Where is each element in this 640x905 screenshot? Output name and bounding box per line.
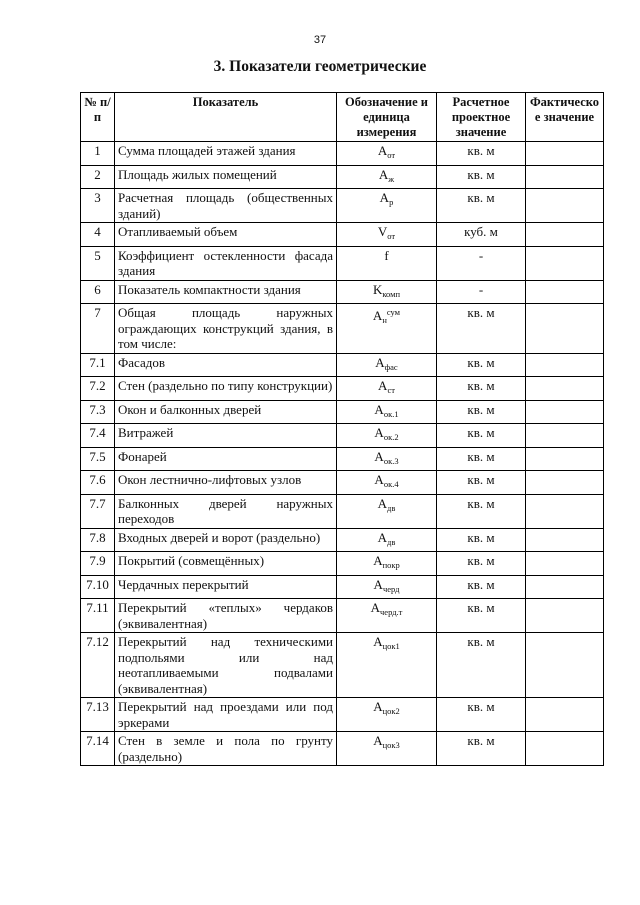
row-number: 7.9 xyxy=(81,552,115,576)
table-header-row xyxy=(81,93,604,142)
row-calc-unit: - xyxy=(437,246,526,280)
row-calc-unit: кв. м xyxy=(437,698,526,732)
row-fact-value xyxy=(526,633,604,698)
symbol-subscript: комп xyxy=(382,288,401,299)
symbol-letter: A xyxy=(374,472,384,487)
table-body xyxy=(81,142,604,766)
row-indicator-name: Расчетная площадь (общественных зданий) xyxy=(115,189,337,223)
symbol-subscript: цок1 xyxy=(382,641,400,651)
symbol-subscript: цок2 xyxy=(382,706,400,716)
symbol-subscript: от xyxy=(387,231,396,241)
row-indicator-name: Показатель компактности здания xyxy=(115,280,337,304)
symbol-letter: A xyxy=(373,634,383,649)
row-fact-value xyxy=(526,246,604,280)
symbol-subscript: от xyxy=(387,150,396,160)
row-symbol xyxy=(337,633,437,698)
table-row xyxy=(81,471,604,495)
row-indicator-name: Окон лестнично-лифтовых узлов xyxy=(115,471,337,495)
row-indicator-name: Перекрытий «теплых» чердаков (эквивалентная) xyxy=(115,599,337,633)
row-fact-value xyxy=(526,165,604,189)
row-number: 7.1 xyxy=(81,353,115,377)
row-number: 7 xyxy=(81,304,115,354)
row-symbol xyxy=(337,280,437,304)
row-fact-value xyxy=(526,494,604,528)
row-symbol xyxy=(337,424,437,448)
table-row xyxy=(81,494,604,528)
row-number: 3 xyxy=(81,189,115,223)
row-symbol xyxy=(337,400,437,424)
table-row xyxy=(81,552,604,576)
symbol-subscript: ок.2 xyxy=(383,432,399,442)
table-row xyxy=(81,189,604,223)
row-number: 7.2 xyxy=(81,377,115,401)
row-calc-unit: кв. м xyxy=(437,447,526,471)
row-fact-value xyxy=(526,698,604,732)
row-number: 6 xyxy=(81,280,115,304)
row-number: 7.13 xyxy=(81,698,115,732)
symbol-letter: K xyxy=(372,281,383,297)
header-num: № п/п xyxy=(81,93,115,142)
row-number: 7.5 xyxy=(81,447,115,471)
row-calc-unit: кв. м xyxy=(437,494,526,528)
row-calc-unit: кв. м xyxy=(437,377,526,401)
row-calc-unit: кв. м xyxy=(437,142,526,166)
symbol-subscript: фас xyxy=(384,361,398,372)
table-row xyxy=(81,447,604,471)
symbol-letter: A xyxy=(373,553,383,568)
symbol-letter: A xyxy=(372,308,383,323)
row-fact-value xyxy=(526,353,604,377)
row-fact-value xyxy=(526,732,604,766)
row-calc-unit: кв. м xyxy=(437,189,526,223)
table-row xyxy=(81,304,604,354)
row-symbol xyxy=(337,377,437,401)
page-title: 3. Показатели геометрические xyxy=(213,58,427,75)
row-fact-value xyxy=(526,575,604,599)
row-calc-unit: кв. м xyxy=(437,732,526,766)
row-indicator-name: Коэффициент остекленности фасада здания xyxy=(115,246,337,280)
table-row xyxy=(81,528,604,552)
row-indicator-name: Витражей xyxy=(115,424,337,448)
symbol-subscript: черд.т xyxy=(380,607,403,617)
row-symbol xyxy=(337,246,437,280)
symbol-letter: A xyxy=(374,401,384,417)
row-indicator-name: Балконных дверей наружных переходов xyxy=(115,494,337,528)
row-symbol xyxy=(337,528,437,552)
row-number: 7.4 xyxy=(81,424,115,448)
symbol-letter: A xyxy=(373,699,383,714)
header-fact-label: Фактическое значение xyxy=(529,95,600,124)
row-calc-unit: кв. м xyxy=(437,633,526,698)
row-number: 7.14 xyxy=(81,732,115,766)
row-number: 7.11 xyxy=(81,599,115,633)
row-symbol xyxy=(337,447,437,471)
row-number: 7.7 xyxy=(81,494,115,528)
table-row xyxy=(81,599,604,633)
symbol-letter: A xyxy=(374,425,384,440)
row-number: 5 xyxy=(81,246,115,280)
symbol-subscript: черд xyxy=(382,583,400,594)
row-calc-unit: кв. м xyxy=(437,575,526,599)
symbol-subscript: ок.1 xyxy=(383,408,399,419)
row-symbol xyxy=(337,223,437,247)
symbol-subscript: ст xyxy=(387,385,395,395)
row-indicator-name: Окон и балконных дверей xyxy=(115,400,337,424)
table-row xyxy=(81,377,604,401)
row-indicator-name: Общая площадь наружных ограждающих конструкций здания, в том числе: xyxy=(115,304,337,354)
row-fact-value xyxy=(526,223,604,247)
table-row xyxy=(81,142,604,166)
row-indicator-name: Сумма площадей этажей здания xyxy=(115,142,337,166)
symbol-subscript: н xyxy=(382,315,387,325)
symbol-letter: V xyxy=(377,224,388,239)
symbol-letter: A xyxy=(373,576,383,592)
symbol-letter: A xyxy=(377,143,388,158)
table-row xyxy=(81,698,604,732)
row-indicator-name: Перекрытий над проездами или под эркерами xyxy=(115,698,337,732)
symbol-subscript: ок.3 xyxy=(383,455,399,466)
symbol-letter: A xyxy=(370,600,381,615)
header-name: Показатель xyxy=(115,93,337,142)
row-number: 7.6 xyxy=(81,471,115,495)
row-calc-unit: - xyxy=(437,280,526,304)
row-fact-value xyxy=(526,377,604,401)
symbol-subscript: покр xyxy=(382,560,400,570)
row-calc-unit: кв. м xyxy=(437,165,526,189)
row-symbol xyxy=(337,599,437,633)
row-number: 1 xyxy=(81,142,115,166)
row-symbol xyxy=(337,552,437,576)
row-indicator-name: Входных дверей и ворот (раздельно) xyxy=(115,528,337,552)
symbol-subscript: дв xyxy=(387,536,396,547)
row-calc-unit: кв. м xyxy=(437,353,526,377)
row-indicator-name: Площадь жилых помещений xyxy=(115,165,337,189)
row-symbol xyxy=(337,304,437,354)
row-number: 4 xyxy=(81,223,115,247)
table-row xyxy=(81,424,604,448)
row-calc-unit: кв. м xyxy=(437,471,526,495)
row-calc-unit: кв. м xyxy=(437,528,526,552)
symbol-subscript: дв xyxy=(387,502,396,513)
symbol-superscript: сум xyxy=(386,307,401,317)
symbol-letter: f xyxy=(384,247,389,263)
table-row xyxy=(81,400,604,424)
row-symbol xyxy=(337,165,437,189)
row-calc-unit: кв. м xyxy=(437,424,526,448)
row-indicator-name: Покрытий (совмещённых) xyxy=(115,552,337,576)
row-fact-value xyxy=(526,471,604,495)
symbol-letter: A xyxy=(373,733,383,748)
row-calc-unit: куб. м xyxy=(437,223,526,247)
row-calc-unit: кв. м xyxy=(437,599,526,633)
symbol-letter: A xyxy=(377,529,388,545)
row-fact-value xyxy=(526,528,604,552)
row-fact-value xyxy=(526,142,604,166)
page-number: 37 xyxy=(313,34,327,46)
table-row xyxy=(81,165,604,189)
table-row xyxy=(81,353,604,377)
symbol-subscript: цок3 xyxy=(382,740,400,750)
symbol-subscript: р xyxy=(389,197,394,207)
table-row xyxy=(81,280,604,304)
row-indicator-name: Фонарей xyxy=(115,447,337,471)
row-indicator-name: Отапливаемый объем xyxy=(115,223,337,247)
symbol-subscript: ок.4 xyxy=(383,479,399,489)
row-number: 7.3 xyxy=(81,400,115,424)
row-fact-value xyxy=(526,424,604,448)
row-fact-value xyxy=(526,599,604,633)
row-number: 7.8 xyxy=(81,528,115,552)
row-calc-unit: кв. м xyxy=(437,400,526,424)
row-indicator-name: Стен в земле и пола по грунту (раздельно) xyxy=(115,732,337,766)
row-symbol xyxy=(337,732,437,766)
header-fact xyxy=(526,93,604,142)
header-symbol: Обозначение и единица измерения xyxy=(337,93,437,142)
row-symbol xyxy=(337,189,437,223)
row-indicator-name: Чердачных перекрытий xyxy=(115,575,337,599)
row-number: 7.10 xyxy=(81,575,115,599)
symbol-letter: A xyxy=(378,378,388,393)
row-fact-value xyxy=(526,400,604,424)
row-number: 7.12 xyxy=(81,633,115,698)
table-row xyxy=(81,633,604,698)
header-calc: Расчетное проектное значение xyxy=(437,93,526,142)
table-row xyxy=(81,246,604,280)
row-symbol xyxy=(337,353,437,377)
row-fact-value xyxy=(526,447,604,471)
symbol-letter: A xyxy=(379,190,390,205)
row-calc-unit: кв. м xyxy=(437,304,526,354)
symbol-letter: A xyxy=(374,448,384,464)
row-fact-value xyxy=(526,280,604,304)
table-row xyxy=(81,223,604,247)
row-symbol xyxy=(337,494,437,528)
row-calc-unit: кв. м xyxy=(437,552,526,576)
row-number: 2 xyxy=(81,165,115,189)
row-symbol xyxy=(337,698,437,732)
row-symbol xyxy=(337,575,437,599)
symbol-letter: A xyxy=(377,495,388,511)
row-indicator-name: Перекрытий над техническими подпольями или над неотапливаемыми подвалами (эквивалентная) xyxy=(115,633,337,698)
table-row xyxy=(81,732,604,766)
row-symbol xyxy=(337,142,437,166)
symbol-letter: A xyxy=(375,354,385,370)
symbol-subscript: ж xyxy=(388,173,395,184)
row-symbol xyxy=(337,471,437,495)
row-indicator-name: Фасадов xyxy=(115,353,337,377)
indicators-table xyxy=(80,92,604,766)
row-fact-value xyxy=(526,189,604,223)
table-row xyxy=(81,575,604,599)
row-fact-value xyxy=(526,552,604,576)
symbol-letter: A xyxy=(378,166,389,182)
row-indicator-name: Стен (раздельно по типу конструкции) xyxy=(115,377,337,401)
row-fact-value xyxy=(526,304,604,354)
